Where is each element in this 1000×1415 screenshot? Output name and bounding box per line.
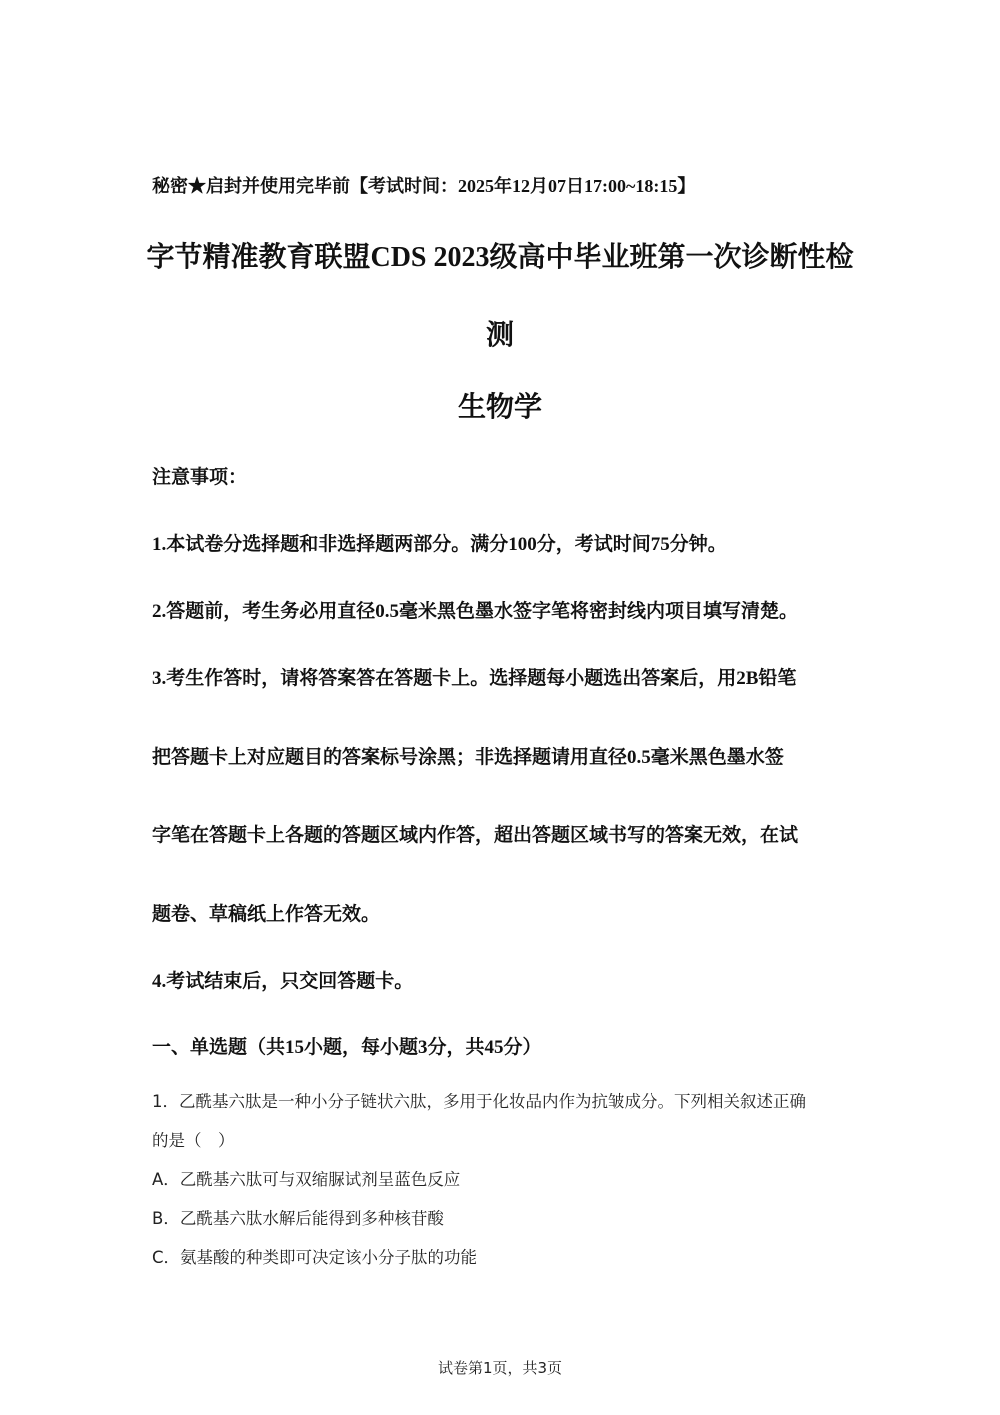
question-stem: 1．乙酰基六肽是一种小分子链状六肽，多用于化妆品内作为抗皱成分。下列相关叙述正确 <box>152 1092 806 1111</box>
notice-item: 3.考生作答时，请将答案答在答题卡上。选择题每小题选出答案后，用2B铅笔 <box>152 668 797 689</box>
section-heading: 一、单选题（共15小题，每小题3分，共45分） <box>152 1037 542 1058</box>
subject-title: 生物学 <box>457 392 542 423</box>
notice-item: 4.考试结束后，只交回答题卡。 <box>152 971 414 992</box>
notice-item: 2.答题前，考生务必用直径0.5毫米黑色墨水签字笔将密封线内项目填写清楚。 <box>152 601 799 622</box>
question-stem-continuation: 的是（ ） <box>152 1131 235 1150</box>
confidential-header: 秘密★启封并使用完毕前【考试时间：2025年12月07日17:00~18:15】 <box>152 176 696 196</box>
option-a: A．乙酰基六肽可与双缩脲试剂呈蓝色反应 <box>152 1170 461 1189</box>
notice-item-continuation: 题卷、草稿纸上作答无效。 <box>152 904 381 925</box>
notice-item-continuation: 把答题卡上对应题目的答案标号涂黑；非选择题请用直径0.5毫米黑色墨水签 <box>152 747 784 768</box>
page-footer: 试卷第1页，共3页 <box>437 1359 563 1377</box>
exam-title-line1: 字节精准教育联盟CDS 2023级高中毕业班第一次诊断性检 <box>146 242 854 273</box>
exam-title-line2: 测 <box>485 320 514 351</box>
notice-item-continuation: 字笔在答题卡上各题的答题区域内作答，超出答题区域书写的答案无效，在试 <box>152 825 799 846</box>
notice-item: 1.本试卷分选择题和非选择题两部分。满分100分，考试时间75分钟。 <box>152 534 727 555</box>
notice-heading: 注意事项： <box>152 467 248 488</box>
option-c: C．氨基酸的种类即可决定该小分子肽的功能 <box>152 1248 478 1267</box>
option-b: B．乙酰基六肽水解后能得到多种核苷酸 <box>152 1209 444 1228</box>
